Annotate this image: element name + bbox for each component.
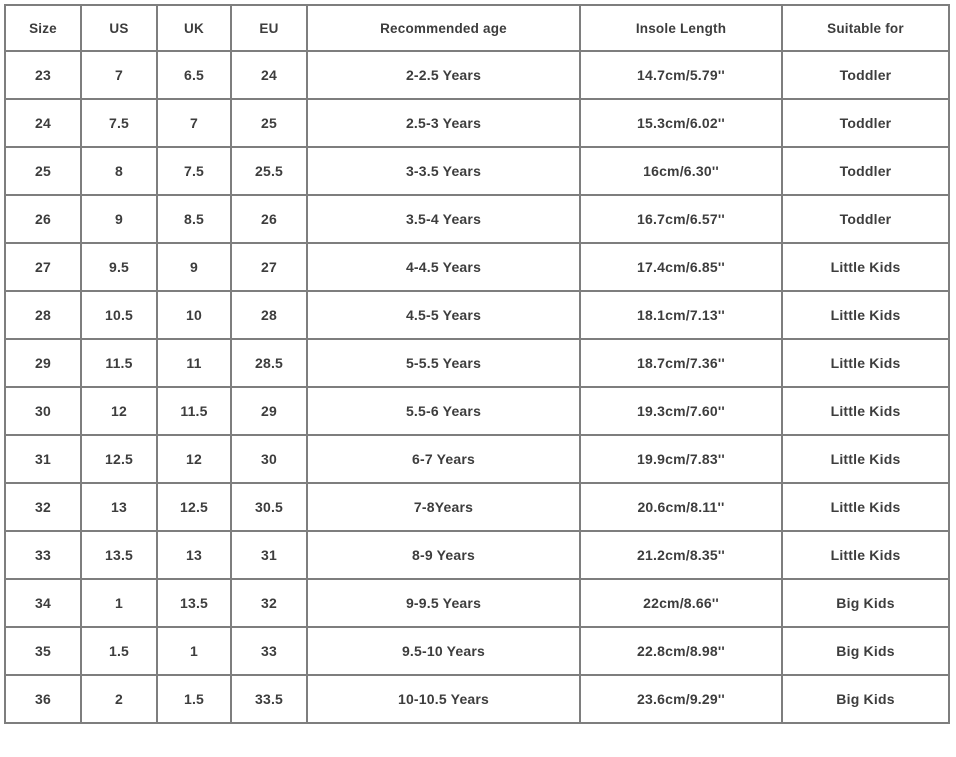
cell-size: 25 xyxy=(5,147,81,195)
cell-us: 8 xyxy=(81,147,157,195)
cell-size: 27 xyxy=(5,243,81,291)
cell-suitable: Toddler xyxy=(782,147,949,195)
cell-us: 10.5 xyxy=(81,291,157,339)
cell-insole: 19.9cm/7.83'' xyxy=(580,435,782,483)
cell-suitable: Little Kids xyxy=(782,291,949,339)
table-row xyxy=(5,627,949,675)
table-row xyxy=(5,147,949,195)
cell-eu: 30 xyxy=(231,435,307,483)
cell-us: 11.5 xyxy=(81,339,157,387)
cell-insole: 15.3cm/6.02'' xyxy=(580,99,782,147)
cell-age: 6-7 Years xyxy=(307,435,580,483)
cell-size: 33 xyxy=(5,531,81,579)
cell-size: 34 xyxy=(5,579,81,627)
cell-uk: 7 xyxy=(157,99,231,147)
cell-suitable: Toddler xyxy=(782,51,949,99)
cell-suitable: Little Kids xyxy=(782,387,949,435)
shoe-size-chart-table xyxy=(4,4,950,724)
table-row xyxy=(5,291,949,339)
cell-us: 12 xyxy=(81,387,157,435)
cell-suitable: Big Kids xyxy=(782,675,949,723)
cell-age: 10-10.5 Years xyxy=(307,675,580,723)
cell-eu: 33 xyxy=(231,627,307,675)
cell-uk: 11 xyxy=(157,339,231,387)
cell-uk: 9 xyxy=(157,243,231,291)
cell-size: 32 xyxy=(5,483,81,531)
cell-age: 3.5-4 Years xyxy=(307,195,580,243)
cell-us: 1.5 xyxy=(81,627,157,675)
cell-eu: 27 xyxy=(231,243,307,291)
cell-eu: 25 xyxy=(231,99,307,147)
cell-eu: 25.5 xyxy=(231,147,307,195)
column-header-uk: UK xyxy=(157,5,231,51)
cell-age: 9.5-10 Years xyxy=(307,627,580,675)
cell-size: 36 xyxy=(5,675,81,723)
cell-insole: 22cm/8.66'' xyxy=(580,579,782,627)
header-row xyxy=(5,5,949,51)
cell-suitable: Little Kids xyxy=(782,243,949,291)
cell-uk: 13 xyxy=(157,531,231,579)
cell-insole: 16.7cm/6.57'' xyxy=(580,195,782,243)
table-row xyxy=(5,387,949,435)
table-row xyxy=(5,579,949,627)
cell-eu: 24 xyxy=(231,51,307,99)
column-header-eu: EU xyxy=(231,5,307,51)
table-row xyxy=(5,51,949,99)
cell-insole: 18.1cm/7.13'' xyxy=(580,291,782,339)
table-row xyxy=(5,675,949,723)
cell-suitable: Little Kids xyxy=(782,339,949,387)
cell-size: 31 xyxy=(5,435,81,483)
cell-us: 1 xyxy=(81,579,157,627)
table-row xyxy=(5,339,949,387)
cell-insole: 14.7cm/5.79'' xyxy=(580,51,782,99)
column-header-suitable: Suitable for xyxy=(782,5,949,51)
cell-insole: 23.6cm/9.29'' xyxy=(580,675,782,723)
table-head xyxy=(5,5,949,51)
cell-size: 30 xyxy=(5,387,81,435)
cell-us: 7 xyxy=(81,51,157,99)
table-row xyxy=(5,483,949,531)
cell-eu: 29 xyxy=(231,387,307,435)
cell-age: 2-2.5 Years xyxy=(307,51,580,99)
cell-age: 5-5.5 Years xyxy=(307,339,580,387)
table-row xyxy=(5,243,949,291)
cell-us: 7.5 xyxy=(81,99,157,147)
cell-uk: 13.5 xyxy=(157,579,231,627)
column-header-size: Size xyxy=(5,5,81,51)
table-row xyxy=(5,99,949,147)
cell-age: 3-3.5 Years xyxy=(307,147,580,195)
cell-us: 9 xyxy=(81,195,157,243)
cell-suitable: Toddler xyxy=(782,99,949,147)
cell-suitable: Big Kids xyxy=(782,579,949,627)
cell-insole: 21.2cm/8.35'' xyxy=(580,531,782,579)
cell-eu: 28 xyxy=(231,291,307,339)
cell-size: 26 xyxy=(5,195,81,243)
cell-insole: 16cm/6.30'' xyxy=(580,147,782,195)
cell-age: 7-8Years xyxy=(307,483,580,531)
cell-suitable: Little Kids xyxy=(782,483,949,531)
cell-age: 9-9.5 Years xyxy=(307,579,580,627)
cell-suitable: Toddler xyxy=(782,195,949,243)
cell-age: 4.5-5 Years xyxy=(307,291,580,339)
cell-us: 13 xyxy=(81,483,157,531)
cell-us: 13.5 xyxy=(81,531,157,579)
cell-eu: 32 xyxy=(231,579,307,627)
cell-age: 4-4.5 Years xyxy=(307,243,580,291)
cell-uk: 10 xyxy=(157,291,231,339)
column-header-age: Recommended age xyxy=(307,5,580,51)
cell-uk: 1.5 xyxy=(157,675,231,723)
cell-eu: 33.5 xyxy=(231,675,307,723)
cell-insole: 17.4cm/6.85'' xyxy=(580,243,782,291)
cell-uk: 12 xyxy=(157,435,231,483)
cell-insole: 19.3cm/7.60'' xyxy=(580,387,782,435)
cell-age: 8-9 Years xyxy=(307,531,580,579)
cell-uk: 11.5 xyxy=(157,387,231,435)
cell-eu: 28.5 xyxy=(231,339,307,387)
cell-size: 35 xyxy=(5,627,81,675)
cell-insole: 20.6cm/8.11'' xyxy=(580,483,782,531)
cell-size: 28 xyxy=(5,291,81,339)
cell-eu: 31 xyxy=(231,531,307,579)
cell-age: 2.5-3 Years xyxy=(307,99,580,147)
cell-insole: 18.7cm/7.36'' xyxy=(580,339,782,387)
cell-uk: 6.5 xyxy=(157,51,231,99)
cell-us: 2 xyxy=(81,675,157,723)
cell-eu: 30.5 xyxy=(231,483,307,531)
cell-suitable: Little Kids xyxy=(782,531,949,579)
cell-uk: 7.5 xyxy=(157,147,231,195)
table-row xyxy=(5,435,949,483)
cell-us: 9.5 xyxy=(81,243,157,291)
cell-uk: 8.5 xyxy=(157,195,231,243)
table-body xyxy=(5,51,949,723)
cell-suitable: Little Kids xyxy=(782,435,949,483)
cell-eu: 26 xyxy=(231,195,307,243)
cell-age: 5.5-6 Years xyxy=(307,387,580,435)
table-row xyxy=(5,195,949,243)
cell-uk: 1 xyxy=(157,627,231,675)
cell-suitable: Big Kids xyxy=(782,627,949,675)
cell-insole: 22.8cm/8.98'' xyxy=(580,627,782,675)
cell-size: 23 xyxy=(5,51,81,99)
table-row xyxy=(5,531,949,579)
cell-us: 12.5 xyxy=(81,435,157,483)
cell-size: 29 xyxy=(5,339,81,387)
column-header-insole: Insole Length xyxy=(580,5,782,51)
column-header-us: US xyxy=(81,5,157,51)
cell-size: 24 xyxy=(5,99,81,147)
cell-uk: 12.5 xyxy=(157,483,231,531)
